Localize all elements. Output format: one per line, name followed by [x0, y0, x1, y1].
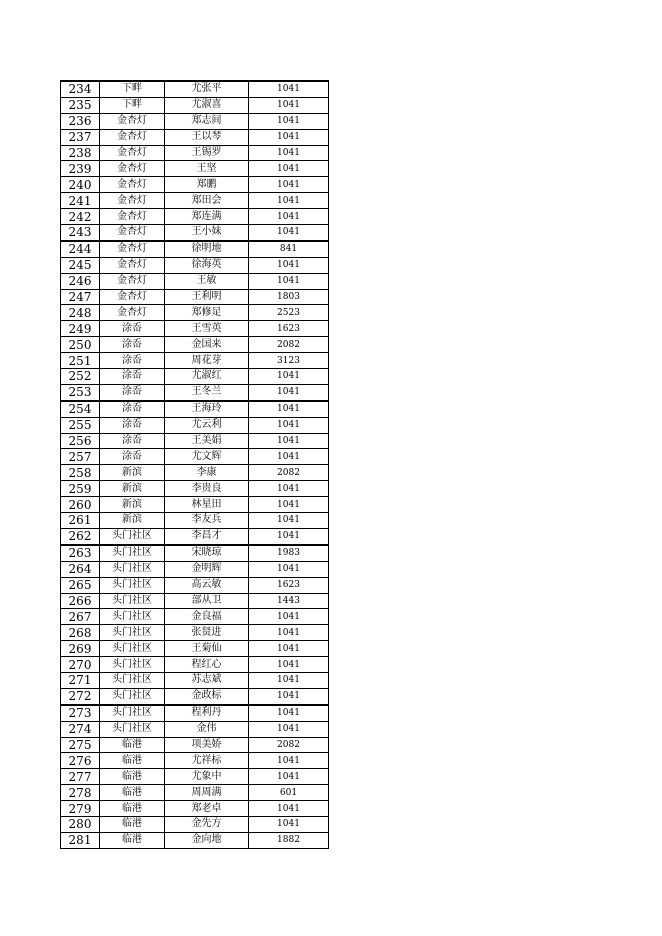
name-cell[interactable]: 周周满: [165, 785, 249, 801]
amount-cell[interactable]: 3123: [249, 353, 329, 369]
row-number-cell[interactable]: 239: [61, 161, 100, 177]
area-cell[interactable]: 金杏灯: [100, 145, 165, 161]
amount-cell[interactable]: 1623: [249, 577, 329, 593]
amount-cell[interactable]: 2082: [249, 465, 329, 481]
table-row: [61, 433, 329, 449]
area-cell[interactable]: 金杏灯: [100, 225, 165, 241]
row-number-cell[interactable]: 236: [61, 113, 100, 129]
area-cell[interactable]: 新滨: [100, 497, 165, 513]
name-cell[interactable]: 程利丹: [165, 705, 249, 721]
amount-cell[interactable]: 1041: [249, 769, 329, 785]
amount-cell[interactable]: 1041: [249, 528, 329, 544]
name-cell[interactable]: 宋晓琼: [165, 545, 249, 561]
amount-cell[interactable]: 1041: [249, 369, 329, 385]
table-row: [61, 577, 329, 593]
name-cell[interactable]: 王雪英: [165, 321, 249, 337]
amount-cell[interactable]: 1041: [249, 657, 329, 673]
amount-cell[interactable]: 2523: [249, 305, 329, 321]
table-row: [61, 401, 329, 417]
area-cell[interactable]: 涂岙: [100, 337, 165, 353]
name-cell[interactable]: 苏志斌: [165, 672, 249, 688]
row-number-cell[interactable]: 275: [61, 737, 100, 753]
table-row: [61, 481, 329, 497]
area-cell[interactable]: 头门社区: [100, 577, 165, 593]
amount-cell[interactable]: 1041: [249, 97, 329, 113]
table-row: [61, 161, 329, 177]
amount-cell[interactable]: 1803: [249, 289, 329, 305]
area-cell[interactable]: 金杏灯: [100, 305, 165, 321]
table-row: [61, 609, 329, 625]
name-cell[interactable]: 徐明地: [165, 241, 249, 257]
area-cell[interactable]: 头门社区: [100, 721, 165, 737]
area-cell[interactable]: 新滨: [100, 513, 165, 529]
row-number-cell[interactable]: 279: [61, 801, 100, 817]
row-number-cell[interactable]: 244: [61, 241, 100, 257]
row-number-cell[interactable]: 248: [61, 305, 100, 321]
area-cell[interactable]: 头门社区: [100, 641, 165, 657]
area-cell[interactable]: 头门社区: [100, 545, 165, 561]
row-number-cell[interactable]: 255: [61, 417, 100, 433]
amount-cell[interactable]: 1041: [249, 384, 329, 400]
area-cell[interactable]: 金杏灯: [100, 241, 165, 257]
amount-cell[interactable]: 1041: [249, 705, 329, 721]
area-cell[interactable]: 临港: [100, 769, 165, 785]
row-number-cell[interactable]: 240: [61, 177, 100, 193]
row-number-cell[interactable]: 257: [61, 449, 100, 465]
name-cell[interactable]: 王菊仙: [165, 641, 249, 657]
row-number-cell[interactable]: 242: [61, 209, 100, 225]
area-cell[interactable]: 头门社区: [100, 672, 165, 688]
name-cell[interactable]: 周花芽: [165, 353, 249, 369]
row-number-cell[interactable]: 245: [61, 257, 100, 273]
name-cell[interactable]: 金良福: [165, 609, 249, 625]
name-cell[interactable]: 高云敏: [165, 577, 249, 593]
table-row: [61, 273, 329, 289]
data-table: [60, 80, 329, 849]
table-row: [61, 753, 329, 769]
amount-cell[interactable]: 1041: [249, 145, 329, 161]
table-row: [61, 113, 329, 129]
row-number-cell[interactable]: 265: [61, 577, 100, 593]
name-cell[interactable]: 尤祥标: [165, 753, 249, 769]
row-number-cell[interactable]: 258: [61, 465, 100, 481]
area-cell[interactable]: 涂岙: [100, 321, 165, 337]
name-cell[interactable]: 李友兵: [165, 513, 249, 529]
table-row: [61, 816, 329, 832]
amount-cell[interactable]: 1041: [249, 417, 329, 433]
row-number-cell[interactable]: 264: [61, 561, 100, 577]
area-cell[interactable]: 下畔: [100, 97, 165, 113]
amount-cell[interactable]: 1983: [249, 545, 329, 561]
table-row: [61, 545, 329, 561]
name-cell[interactable]: 王小妹: [165, 225, 249, 241]
amount-cell[interactable]: 1041: [249, 625, 329, 641]
table-row: [61, 305, 329, 321]
row-number-cell[interactable]: 235: [61, 97, 100, 113]
table-row: [61, 97, 329, 113]
table-row: [61, 353, 329, 369]
area-cell[interactable]: 临港: [100, 801, 165, 817]
row-number-cell[interactable]: 272: [61, 688, 100, 704]
row-number-cell[interactable]: 261: [61, 513, 100, 529]
area-cell[interactable]: 临港: [100, 753, 165, 769]
area-cell[interactable]: 临港: [100, 737, 165, 753]
row-number-cell[interactable]: 249: [61, 321, 100, 337]
row-number-cell[interactable]: 277: [61, 769, 100, 785]
name-cell[interactable]: 李昌才: [165, 528, 249, 544]
area-cell[interactable]: 头门社区: [100, 561, 165, 577]
table-row: [61, 81, 329, 97]
name-cell[interactable]: 项美娇: [165, 737, 249, 753]
table-row: [61, 497, 329, 513]
row-number-cell[interactable]: 280: [61, 816, 100, 832]
table-row: [61, 384, 329, 400]
table-row: [61, 657, 329, 673]
name-cell[interactable]: 王锡罗: [165, 145, 249, 161]
row-number-cell[interactable]: 267: [61, 609, 100, 625]
table-row: [61, 737, 329, 753]
table-row: [61, 688, 329, 704]
table-row: [61, 528, 329, 544]
table-row: [61, 513, 329, 529]
amount-cell[interactable]: 2082: [249, 737, 329, 753]
row-number-cell[interactable]: 243: [61, 225, 100, 241]
amount-cell[interactable]: 1041: [249, 81, 329, 97]
row-number-cell[interactable]: 251: [61, 353, 100, 369]
area-cell[interactable]: 新滨: [100, 481, 165, 497]
name-cell[interactable]: 郑田会: [165, 193, 249, 209]
area-cell[interactable]: 涂岙: [100, 401, 165, 417]
area-cell[interactable]: 头门社区: [100, 657, 165, 673]
name-cell[interactable]: 金政标: [165, 688, 249, 704]
area-cell[interactable]: 头门社区: [100, 528, 165, 544]
amount-cell[interactable]: 1041: [249, 257, 329, 273]
amount-cell[interactable]: 1041: [249, 801, 329, 817]
amount-cell[interactable]: 1041: [249, 497, 329, 513]
name-cell[interactable]: 尤象中: [165, 769, 249, 785]
row-number-cell[interactable]: 241: [61, 193, 100, 209]
name-cell[interactable]: 徐海英: [165, 257, 249, 273]
name-cell[interactable]: 李贵良: [165, 481, 249, 497]
table-row: [61, 705, 329, 721]
name-cell[interactable]: 金明辉: [165, 561, 249, 577]
name-cell[interactable]: 尤云利: [165, 417, 249, 433]
name-cell[interactable]: 郑老卓: [165, 801, 249, 817]
row-number-cell[interactable]: 271: [61, 672, 100, 688]
name-cell[interactable]: 王以琴: [165, 129, 249, 145]
amount-cell[interactable]: 1882: [249, 832, 329, 848]
table-row: [61, 289, 329, 305]
table-row: [61, 241, 329, 257]
amount-cell[interactable]: 1041: [249, 481, 329, 497]
row-number-cell[interactable]: 238: [61, 145, 100, 161]
name-cell[interactable]: 王海玲: [165, 401, 249, 417]
area-cell[interactable]: 金杏灯: [100, 129, 165, 145]
name-cell[interactable]: 王冬兰: [165, 384, 249, 400]
row-number-cell[interactable]: 246: [61, 273, 100, 289]
table-row: [61, 832, 329, 848]
area-cell[interactable]: 涂岙: [100, 417, 165, 433]
table-row: [61, 225, 329, 241]
name-cell[interactable]: 程红心: [165, 657, 249, 673]
row-number-cell[interactable]: 274: [61, 721, 100, 737]
amount-cell[interactable]: 1041: [249, 449, 329, 465]
row-number-cell[interactable]: 252: [61, 369, 100, 385]
amount-cell[interactable]: 1041: [249, 129, 329, 145]
area-cell[interactable]: 金杏灯: [100, 289, 165, 305]
area-cell[interactable]: 涂岙: [100, 433, 165, 449]
table-row: [61, 721, 329, 737]
table-row: [61, 369, 329, 385]
row-number-cell[interactable]: 262: [61, 528, 100, 544]
amount-cell[interactable]: 1041: [249, 609, 329, 625]
amount-cell[interactable]: 1623: [249, 321, 329, 337]
area-cell[interactable]: 金杏灯: [100, 113, 165, 129]
amount-cell[interactable]: 1041: [249, 721, 329, 737]
name-cell[interactable]: 王利明: [165, 289, 249, 305]
amount-cell[interactable]: 1041: [249, 672, 329, 688]
name-cell[interactable]: 郑鹏: [165, 177, 249, 193]
name-cell[interactable]: 王敏: [165, 273, 249, 289]
amount-cell[interactable]: 1041: [249, 688, 329, 704]
area-cell[interactable]: 临港: [100, 816, 165, 832]
name-cell[interactable]: 李康: [165, 465, 249, 481]
table-row: [61, 257, 329, 273]
area-cell[interactable]: 临港: [100, 785, 165, 801]
name-cell[interactable]: 王坚: [165, 161, 249, 177]
area-cell[interactable]: 金杏灯: [100, 273, 165, 289]
area-cell[interactable]: 临港: [100, 832, 165, 848]
name-cell[interactable]: 王美娟: [165, 433, 249, 449]
amount-cell[interactable]: 2082: [249, 337, 329, 353]
area-cell[interactable]: 新滨: [100, 465, 165, 481]
table-row: [61, 769, 329, 785]
row-number-cell[interactable]: 254: [61, 401, 100, 417]
name-cell[interactable]: 部从卫: [165, 593, 249, 609]
table-row: [61, 641, 329, 657]
name-cell[interactable]: 尤淑红: [165, 369, 249, 385]
row-number-cell[interactable]: 260: [61, 497, 100, 513]
table-row: [61, 593, 329, 609]
row-number-cell[interactable]: 278: [61, 785, 100, 801]
row-number-cell[interactable]: 253: [61, 384, 100, 400]
row-number-cell[interactable]: 259: [61, 481, 100, 497]
name-cell[interactable]: 郑连满: [165, 209, 249, 225]
table-row: [61, 177, 329, 193]
row-number-cell[interactable]: 250: [61, 337, 100, 353]
area-cell[interactable]: 涂岙: [100, 353, 165, 369]
table-row: [61, 625, 329, 641]
amount-cell[interactable]: 1041: [249, 225, 329, 241]
amount-cell[interactable]: 1041: [249, 641, 329, 657]
name-cell[interactable]: 金向地: [165, 832, 249, 848]
name-cell[interactable]: 郑志间: [165, 113, 249, 129]
row-number-cell[interactable]: 270: [61, 657, 100, 673]
area-cell[interactable]: 金杏灯: [100, 257, 165, 273]
amount-cell[interactable]: 1041: [249, 193, 329, 209]
name-cell[interactable]: 金伟: [165, 721, 249, 737]
row-number-cell[interactable]: 263: [61, 545, 100, 561]
row-number-cell[interactable]: 273: [61, 705, 100, 721]
name-cell[interactable]: 金国来: [165, 337, 249, 353]
table-row: [61, 801, 329, 817]
table-row: [61, 561, 329, 577]
amount-cell[interactable]: 601: [249, 785, 329, 801]
table-row: [61, 785, 329, 801]
amount-cell[interactable]: 1041: [249, 816, 329, 832]
table-row: [61, 129, 329, 145]
name-cell[interactable]: 金先方: [165, 816, 249, 832]
amount-cell[interactable]: 1443: [249, 593, 329, 609]
area-cell[interactable]: 涂岙: [100, 384, 165, 400]
area-cell[interactable]: 头门社区: [100, 609, 165, 625]
amount-cell[interactable]: 1041: [249, 401, 329, 417]
area-cell[interactable]: 金杏灯: [100, 193, 165, 209]
amount-cell[interactable]: 1041: [249, 273, 329, 289]
name-cell[interactable]: 郑修足: [165, 305, 249, 321]
area-cell[interactable]: 头门社区: [100, 593, 165, 609]
row-number-cell[interactable]: 269: [61, 641, 100, 657]
amount-cell[interactable]: 841: [249, 241, 329, 257]
area-cell[interactable]: 金杏灯: [100, 177, 165, 193]
area-cell[interactable]: 头门社区: [100, 705, 165, 721]
name-cell[interactable]: 林星田: [165, 497, 249, 513]
area-cell[interactable]: 涂岙: [100, 369, 165, 385]
table-row: [61, 209, 329, 225]
table-row: [61, 193, 329, 209]
row-number-cell[interactable]: 268: [61, 625, 100, 641]
row-number-cell[interactable]: 256: [61, 433, 100, 449]
name-cell[interactable]: 尤文辉: [165, 449, 249, 465]
name-cell[interactable]: 尤淑喜: [165, 97, 249, 113]
table-row: [61, 672, 329, 688]
table-row: [61, 145, 329, 161]
amount-cell[interactable]: 1041: [249, 161, 329, 177]
table-row: [61, 449, 329, 465]
table-row: [61, 417, 329, 433]
area-cell[interactable]: 金杏灯: [100, 209, 165, 225]
table-row: [61, 321, 329, 337]
name-cell[interactable]: 尤张平: [165, 81, 249, 97]
area-cell[interactable]: 下畔: [100, 81, 165, 97]
area-cell[interactable]: 头门社区: [100, 688, 165, 704]
table-row: [61, 337, 329, 353]
amount-cell[interactable]: 1041: [249, 209, 329, 225]
row-number-cell[interactable]: 237: [61, 129, 100, 145]
amount-cell[interactable]: 1041: [249, 513, 329, 529]
name-cell[interactable]: 张贤进: [165, 625, 249, 641]
table-body: [61, 81, 329, 848]
area-cell[interactable]: 涂岙: [100, 449, 165, 465]
row-number-cell[interactable]: 281: [61, 832, 100, 848]
area-cell[interactable]: 头门社区: [100, 625, 165, 641]
row-number-cell[interactable]: 234: [61, 81, 100, 97]
amount-cell[interactable]: 1041: [249, 113, 329, 129]
table-row: [61, 465, 329, 481]
row-number-cell[interactable]: 276: [61, 753, 100, 769]
amount-cell[interactable]: 1041: [249, 177, 329, 193]
amount-cell[interactable]: 1041: [249, 433, 329, 449]
amount-cell[interactable]: 1041: [249, 561, 329, 577]
amount-cell[interactable]: 1041: [249, 753, 329, 769]
row-number-cell[interactable]: 266: [61, 593, 100, 609]
row-number-cell[interactable]: 247: [61, 289, 100, 305]
area-cell[interactable]: 金杏灯: [100, 161, 165, 177]
